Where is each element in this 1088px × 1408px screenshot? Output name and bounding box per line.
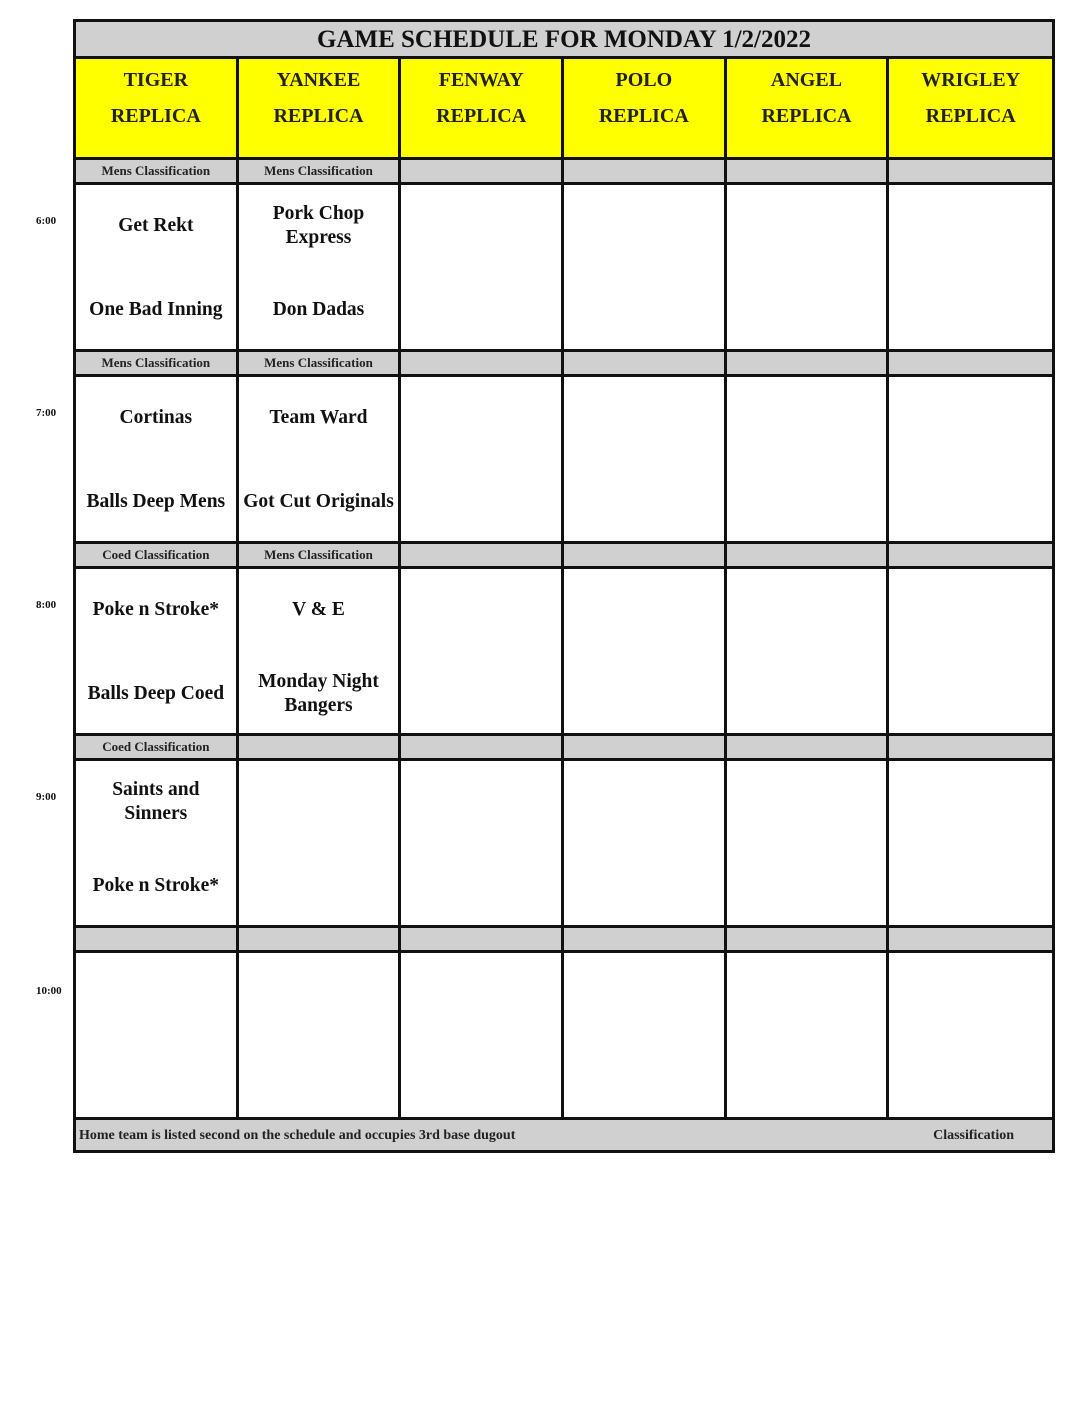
field-sub: REPLICA xyxy=(436,105,527,127)
away-team xyxy=(727,777,887,827)
classification-cell xyxy=(564,736,727,758)
game-row xyxy=(76,761,1052,928)
field-name: POLO xyxy=(615,69,673,91)
home-team xyxy=(401,861,561,911)
game-cell xyxy=(401,377,564,541)
away-team xyxy=(401,201,561,251)
game-cell xyxy=(401,185,564,349)
away-team xyxy=(564,585,724,635)
home-team xyxy=(564,285,724,335)
home-team xyxy=(239,1053,399,1103)
field-name: TIGER xyxy=(123,69,189,91)
home-team: Don Dadas xyxy=(272,299,365,320)
home-team xyxy=(401,669,561,719)
away-team xyxy=(401,585,561,635)
home-team xyxy=(401,285,561,335)
game-cell xyxy=(76,185,239,349)
away-team xyxy=(239,969,399,1019)
game-row xyxy=(76,953,1052,1120)
game-cell xyxy=(564,185,727,349)
classification-cell xyxy=(889,160,1052,182)
classification-cell xyxy=(889,544,1052,566)
away-team: Pork Chop Express xyxy=(272,203,365,248)
away-team: Get Rekt xyxy=(118,215,194,236)
game-cell xyxy=(889,569,1052,733)
schedule-table xyxy=(73,19,1055,1153)
classification-cell xyxy=(889,928,1052,950)
field-header xyxy=(76,59,239,157)
home-team xyxy=(564,477,724,527)
time-label: 8:00 xyxy=(36,599,57,611)
home-team xyxy=(727,285,887,335)
classification-cell: Mens Classification xyxy=(76,352,239,374)
game-cell xyxy=(401,953,564,1117)
game-cell xyxy=(564,761,727,925)
away-team: Cortinas xyxy=(119,407,193,428)
away-team xyxy=(889,777,1052,827)
schedule-footer xyxy=(76,1120,1052,1150)
game-row xyxy=(76,377,1052,544)
away-team xyxy=(727,201,887,251)
classification-cell xyxy=(727,160,890,182)
classification-cell xyxy=(401,736,564,758)
away-team xyxy=(727,393,887,443)
home-team: One Bad Inning xyxy=(89,299,223,320)
home-team: Got Cut Originals xyxy=(243,491,394,512)
away-team xyxy=(564,777,724,827)
classification-cell xyxy=(564,160,727,182)
classification-row xyxy=(76,544,1052,569)
home-team: Balls Deep Mens xyxy=(86,491,226,512)
home-team xyxy=(727,861,887,911)
home-team xyxy=(401,1053,561,1103)
classification-row xyxy=(76,160,1052,185)
away-team xyxy=(889,585,1052,635)
field-name: ANGEL xyxy=(770,69,843,91)
field-header xyxy=(239,59,402,157)
away-team xyxy=(564,969,724,1019)
game-cell xyxy=(76,761,239,925)
field-header-row xyxy=(76,59,1052,160)
away-team xyxy=(401,393,561,443)
classification-row xyxy=(76,736,1052,761)
classification-cell xyxy=(727,352,890,374)
away-team xyxy=(889,201,1052,251)
game-cell xyxy=(239,761,402,925)
classification-cell: Coed Classification xyxy=(76,736,239,758)
classification-cell: Mens Classification xyxy=(239,160,402,182)
home-team xyxy=(727,477,887,527)
page-title: GAME SCHEDULE FOR MONDAY 1/2/2022 xyxy=(76,22,1052,59)
away-team: V & E xyxy=(292,599,345,620)
game-cell xyxy=(76,953,239,1117)
game-cell xyxy=(564,953,727,1117)
game-cell xyxy=(239,953,402,1117)
home-team: Poke n Stroke* xyxy=(92,875,220,896)
home-team xyxy=(76,1053,236,1103)
classification-cell xyxy=(76,928,239,950)
game-cell xyxy=(727,761,890,925)
classification-row xyxy=(76,928,1052,953)
home-team: Balls Deep Coed xyxy=(87,683,225,704)
home-team xyxy=(564,1053,724,1103)
game-cell xyxy=(889,953,1052,1117)
footer-note: Home team is listed second on the schedule and occupies 3rd base dugout xyxy=(79,1128,516,1143)
home-team xyxy=(401,477,561,527)
classification-cell: Mens Classification xyxy=(239,352,402,374)
game-cell xyxy=(889,761,1052,925)
time-label: 10:00 xyxy=(36,985,62,997)
field-header xyxy=(727,59,890,157)
away-team xyxy=(564,201,724,251)
game-row xyxy=(76,569,1052,736)
classification-cell xyxy=(889,736,1052,758)
time-label: 9:00 xyxy=(36,791,57,803)
classification-cell xyxy=(727,544,890,566)
away-team xyxy=(889,969,1052,1019)
home-team xyxy=(889,1053,1052,1103)
footer-legend: Classification xyxy=(933,1128,1014,1143)
field-sub: REPLICA xyxy=(761,105,852,127)
away-team: Saints and Sinners xyxy=(112,779,200,824)
classification-cell xyxy=(564,352,727,374)
away-team: Poke n Stroke* xyxy=(92,599,220,620)
home-team xyxy=(889,861,1052,911)
game-cell xyxy=(76,569,239,733)
classification-cell xyxy=(401,160,564,182)
classification-cell xyxy=(239,736,402,758)
classification-cell xyxy=(401,544,564,566)
game-cell xyxy=(401,569,564,733)
field-name: YANKEE xyxy=(276,69,361,91)
time-label: 7:00 xyxy=(36,407,57,419)
field-sub: REPLICA xyxy=(110,105,201,127)
classification-cell xyxy=(401,928,564,950)
game-cell xyxy=(889,185,1052,349)
field-sub: REPLICA xyxy=(925,105,1016,127)
classification-cell xyxy=(239,928,402,950)
classification-cell xyxy=(564,544,727,566)
field-header xyxy=(401,59,564,157)
home-team xyxy=(727,669,887,719)
classification-cell xyxy=(401,352,564,374)
away-team xyxy=(401,969,561,1019)
home-team xyxy=(889,477,1052,527)
game-row xyxy=(76,185,1052,352)
field-sub: REPLICA xyxy=(273,105,364,127)
away-team: Team Ward xyxy=(269,407,368,428)
home-team xyxy=(889,285,1052,335)
classification-cell: Mens Classification xyxy=(239,544,402,566)
away-team xyxy=(564,393,724,443)
classification-cell xyxy=(564,928,727,950)
home-team: Monday Night Bangers xyxy=(258,671,379,716)
field-name: WRIGLEY xyxy=(921,69,1021,91)
game-cell xyxy=(76,377,239,541)
field-name: FENWAY xyxy=(438,69,524,91)
game-cell xyxy=(239,185,402,349)
home-team xyxy=(889,669,1052,719)
game-cell xyxy=(727,953,890,1117)
time-label: 6:00 xyxy=(36,215,57,227)
game-cell xyxy=(727,569,890,733)
field-sub: REPLICA xyxy=(598,105,689,127)
game-cell xyxy=(727,185,890,349)
away-team xyxy=(727,969,887,1019)
away-team xyxy=(727,585,887,635)
game-cell xyxy=(401,761,564,925)
field-header xyxy=(889,59,1052,157)
away-team xyxy=(239,777,399,827)
away-team xyxy=(401,777,561,827)
game-cell xyxy=(239,377,402,541)
field-header xyxy=(564,59,727,157)
classification-cell: Coed Classification xyxy=(76,544,239,566)
classification-cell xyxy=(727,928,890,950)
game-cell xyxy=(239,569,402,733)
home-team xyxy=(727,1053,887,1103)
time-column xyxy=(0,0,74,1160)
classification-row xyxy=(76,352,1052,377)
classification-cell xyxy=(889,352,1052,374)
classification-cell: Mens Classification xyxy=(76,160,239,182)
game-cell xyxy=(564,377,727,541)
away-team xyxy=(76,969,236,1019)
home-team xyxy=(564,669,724,719)
game-cell xyxy=(727,377,890,541)
game-cell xyxy=(889,377,1052,541)
game-cell xyxy=(564,569,727,733)
home-team xyxy=(239,861,399,911)
away-team xyxy=(889,393,1052,443)
home-team xyxy=(564,861,724,911)
classification-cell xyxy=(727,736,890,758)
